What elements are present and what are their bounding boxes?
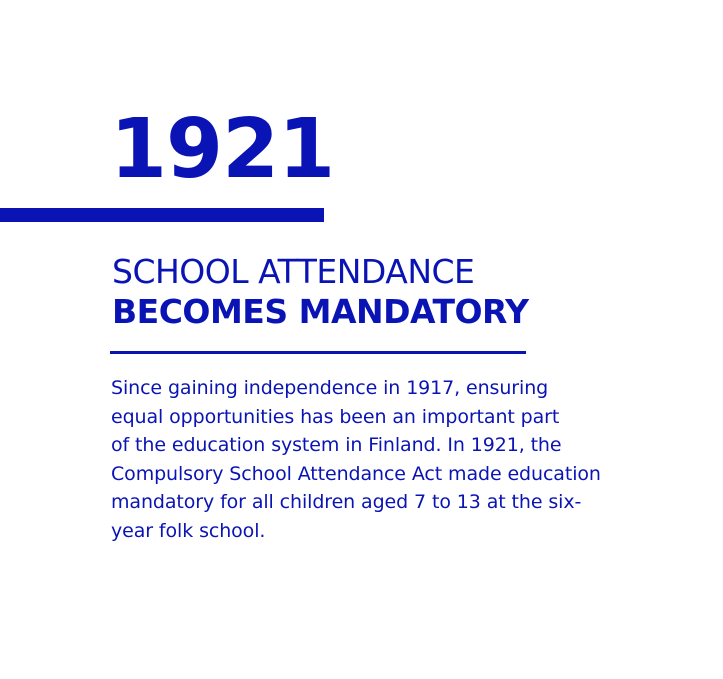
- body-paragraph: [111, 374, 641, 546]
- accent-bar: [0, 208, 324, 222]
- body-line: mandatory for all children aged 7 to 13 at the six-: [111, 491, 582, 514]
- body-line: equal opportunities has been an important part: [111, 405, 560, 428]
- body-line: Since gaining independence in 1917, ensuring: [111, 377, 549, 399]
- year-heading: 1921: [110, 102, 335, 197]
- title-divider: [110, 351, 526, 354]
- body-line: Compulsory School Attendance Act made education: [111, 462, 601, 485]
- title-line-regular: SCHOOL ATTENDANCE: [112, 252, 475, 291]
- title-line-bold: BECOMES MANDATORY: [112, 292, 529, 331]
- body-line: year folk school.: [111, 519, 266, 542]
- body-line: of the education system in Finland. In 1921, the: [111, 434, 562, 457]
- section-title: [112, 252, 529, 332]
